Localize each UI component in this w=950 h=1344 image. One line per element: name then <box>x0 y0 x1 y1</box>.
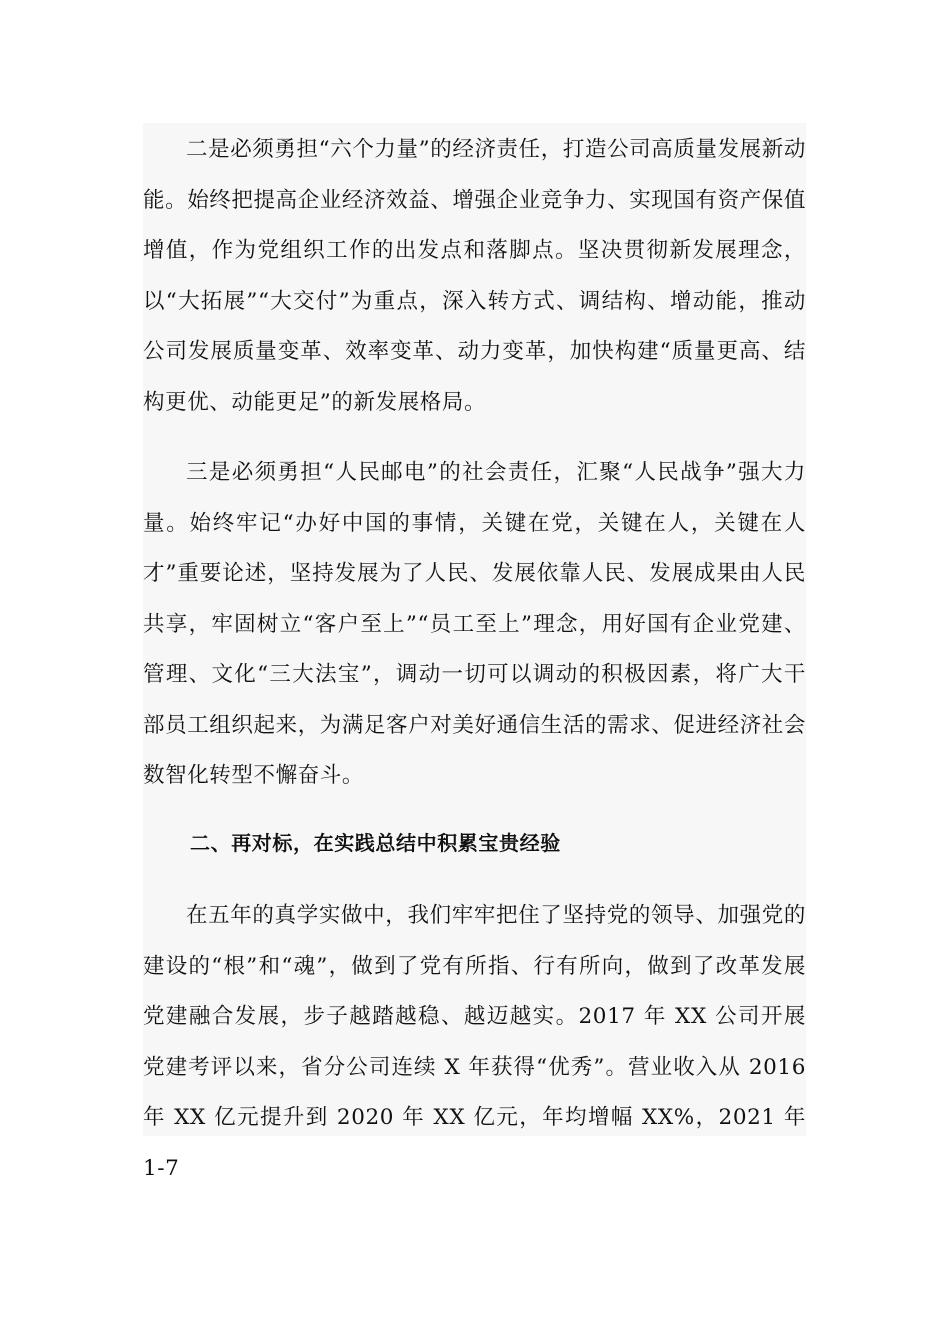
paragraph-social-responsibility: 三是必须勇担“人民邮电”的社会责任，汇聚“人民战争”强大力量。始终牢记“办好中国的事情，关键在党，关键在人，关键在人才”重要论述，坚持发展为了人民、发展依靠人民、发展成果由人民共享，牢固树立“客户至上”“员工至上”理念，用好国有企业党建、管理、文化“三大法宝”，调动一切可以调动的积极因素，将广大干部员工组织起来，为满足客户对美好通信生活的需求、促进经济社会数智化转型不懈奋斗。 <box>143 460 807 788</box>
document-text-block <box>143 123 807 1181</box>
section-heading: 二、再对标，在实践总结中积累宝贵经验 <box>190 831 561 855</box>
paragraph-economic-responsibility: 二是必须勇担“六个力量”的经济责任，打造公司高质量发展新动能。始终把提高企业经济效益、增强企业竞争力、实现国有资产保值增值，作为党组织工作的出发点和落脚点。坚决贯彻新发展理念，以“大拓展”“大交付”为重点，深入转方式、调结构、增动能，推动公司发展质量变革、效率变革、动力变革，加快构建“质量更高、结构更优、动能更足”的新发展格局。 <box>143 137 807 415</box>
paragraph-five-year-practice: 在五年的真学实做中，我们牢牢把住了坚持党的领导、加强党的建设的“根”和“魂”，做到了党有所指、行有所向，做到了改革发展党建融合发展，步子越踏越稳、越迈越实。2017 年 XX 公司开展党建考评以来，省分公司连续 X 年获得“优秀”。营业收入从 2016 年 XX 亿元提升到 2020 年 XX 亿元，年均增幅 XX%，2021 年 1-7 <box>143 903 806 1181</box>
